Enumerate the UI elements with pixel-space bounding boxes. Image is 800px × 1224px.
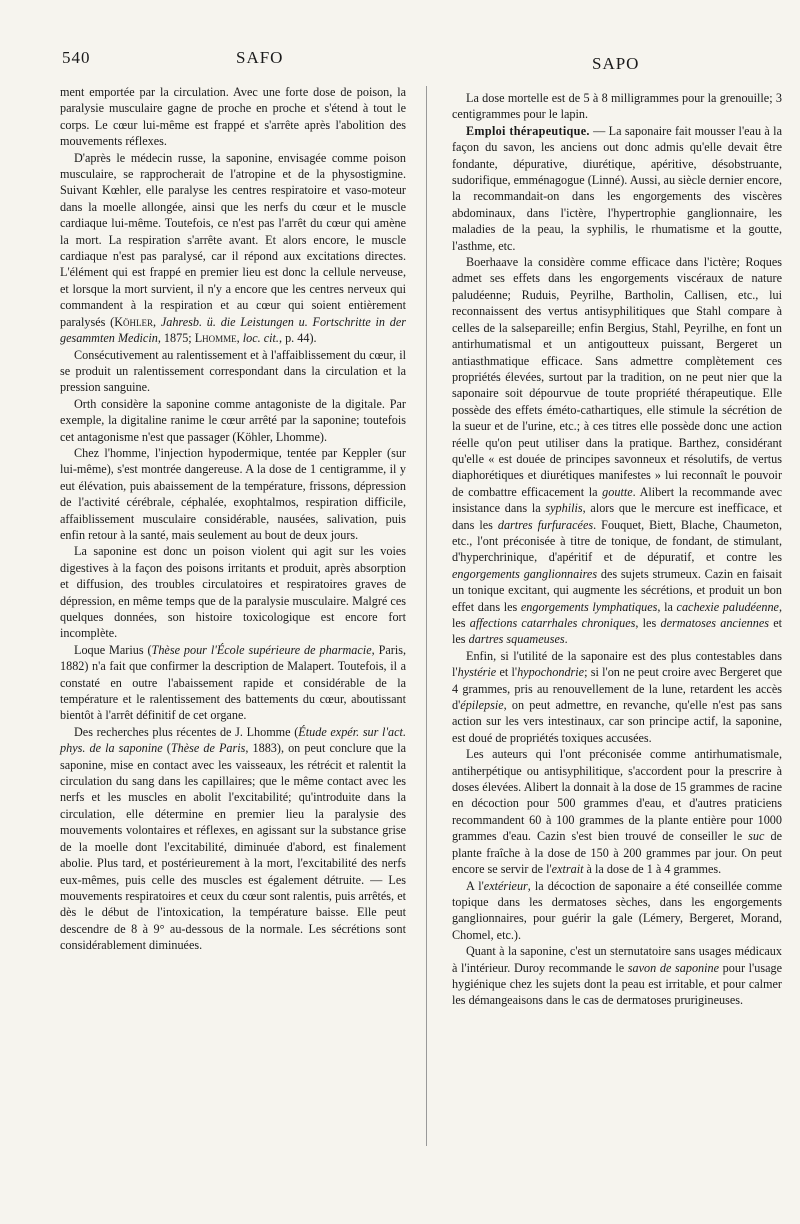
- paragraph: Boerhaave la considère comme efficace dans l'ictère; Roques admet ses effets dans les engorgements viscéraux de nature paludéenne; Ruduis, Peyrilhe, Bartholin, Callisen, etc., lui reconnaissent des vertus antisyphilitiques que Stahl compare à celles de la salsepareille; enfin Bergius, Stahl, Peyrilhe, en font un antirhumatismal et un antigoutteux puissant, Bergeret un antiasthmatique efficace. Sans admettre complètement ces propriétés élevées, surtout par la tradition, on ne peut nier que la saponaire soit dépourvue de toute propriété thérapeutique. Elle possède des effets éméto-cathartiques, elle stimule la sécrétion de la sueur et de l'urine, etc.; à ces titres elle possède donc une action réelle qu'on peut utiliser dans la pratique. Barthez, considérant qu'elle « est douée de principes savonneux et résolutifs, de vertus diaphorétiques et diurétiques manifestes » lui reconnaît le pouvoir de combattre efficacement la goutte. Alibert la recommande avec insistance dans la syphilis, alors que le mercure est inefficace, et dans les dartres furfuracées. Fouquet, Biett, Blache, Chaumeton, etc., l'ont préconisée à titre de tonique, de fondant, de stimulant, d'hyperchrinique, d'apéritif et de dépuratif, et contre les engorgements ganglionnaires des sujets strumeux. Cazin en faisait un tonique excitant, qui augmente les sécrétions, et produit un bon effet dans les engorgements lymphatiques, la cachexie paludéenne, les affections catarrhales chroniques, les dermatoses anciennes et les dartres squameuses.: [452, 255, 783, 647]
- left-column: [60, 84, 406, 1184]
- paragraph: A l'extérieur, la décoction de saponaire a été conseillée comme topique dans les dermatoses sèches, dans les engorgements ganglionnaires, pour guérir la gale (Lémery, Bergeret, Morand, Chomel, etc.).: [452, 878, 782, 942]
- right-running-title: SAPO: [592, 54, 640, 73]
- column-divider: [426, 86, 427, 1146]
- paragraph: Chez l'homme, l'injection hypodermique, tentée par Keppler (sur lui-même), s'est montrée dangereuse. A la dose de 1 centigramme, il y eut élévation, puis abaissement de la température, frissons, dépression de l'activité cérébrale, céphalée, exophtalmos, respiration difficile, affaiblissement musculaire considérable, nausées, salivation, puis enfin retour à la santé, mais seulement au bout de deux jours.: [60, 445, 406, 542]
- left-running-title: SAFO: [236, 48, 284, 67]
- section-heading: Emploi thérapeutique.: [466, 123, 590, 138]
- paragraph: Des recherches plus récentes de J. Lhomme (Étude expér. sur l'act. phys. de la saponine (Thèse de Paris, 1883), on peut conclure que la saponine, mise en contact avec les vaisseaux, les rétrécit et ralentit la circulation du sang dans les capillaires; que le même contact avec les nerfs et les muscles en abolit l'excitabilité; qu'introduite dans la circulation, elle détermine en premier lieu la paralysie des mouvements volontaires et réflexes, en agissant sur la substance grise de la moelle dont l'excitabilité, diminuée d'abord, est finalement abolie. Plus tard, et postérieurement à la mort, l'excitabilité des nerfs eux-mêmes, puis celle des muscles est également détruite. — Les mouvements respiratoires et ceux du cœur sont ralentis, puis arrêtés, et dès le début de l'intoxication, la température baisse. Elle peut descendre de 8 à 9° au-dessous de la normale. Les sécrétions sont considérablement diminuées.: [60, 724, 406, 953]
- paragraph: Consécutivement au ralentissement et à l'affaiblissement du cœur, il se produit un ralentissement correspondant dans la circulation et la pression sanguine.: [60, 347, 406, 395]
- paragraph: La saponine est donc un poison violent qui agit sur les voies digestives à la façon des poisons irritants et produit, après absorption et diffusion, des troubles circulatoires et respiratoires graves de dépression, en même temps que de la paralysie musculaire. Malgré ces quelques données, son histoire toxicologique est encore fort incomplète.: [60, 544, 406, 641]
- paragraph: Orth considère la saponine comme antagoniste de la digitale. Par exemple, la digitaline ranime le cœur arrêté par la saponine; toutefois cet antagonisme n'est que passager (Köhler, Lhomme).: [60, 396, 406, 444]
- paragraph: D'après le médecin russe, la saponine, envisagée comme poison musculaire, se rapprocherait de l'atropine et de la physostigmine. Suivant Kœhler, elle paralyse les centres respiratoire et vaso-moteur dans la moelle allongée, ainsi que les nerfs du cœur et le muscle cardiaque lui-même. Toutefois, ce n'est pas l'arrêt du cœur qui amène la mort. La respiration s'arrête avant. Et alors encore, le muscle cardiaque n'est pas paralysé, car il répond aux excitations directes. L'élément qui est frappé en premier lieu est donc la cellule nerveuse, et lorsque la mort survient, il n'y a encore que les centres nerveux qui commandent à la respiration et au cœur qui soient entièrement paralysés (Köhler, Jahresb. ü. die Leistungen u. Fortschritte in der gesammten Medicin, 1875; Lhomme, loc. cit., p. 44).: [60, 150, 407, 346]
- paragraph: Les auteurs qui l'ont préconisée comme antirhumatismale, antiherpétique ou antisyphilitique, s'accordent pour la prescrire à doses élevées. Alibert la donnait à la dose de 15 grammes de racine en décoction pour 500 grammes d'eau, et d'autres praticiens recommandent 60 à 100 grammes de la plante entière pour 1000 grammes d'eau. Cazin s'est bien trouvé de conseiller le suc de plante fraîche à la dose de 150 à 200 grammes par jour. On peut encore se servir de l'extrait à la dose de 1 à 4 grammes.: [452, 747, 782, 877]
- paragraph: Loque Marius (Thèse pour l'École supérieure de pharmacie, Paris, 1882) n'a fait que confirmer la description de Malapert. Toutefois, il a constaté en outre l'abaissement rapide et considérable de la température et le ralentissement des battements du cœur, aboutissant bientôt à l'arrêt définitif de cet organe.: [60, 642, 406, 723]
- paragraph: La dose mortelle est de 5 à 8 milligrammes pour la grenouille; 3 centigrammes pour le lapin.: [452, 91, 782, 122]
- paragraph: Enfin, si l'utilité de la saponaire est des plus contestables dans l'hystérie et l'hypochondrie; si l'on ne peut croire avec Bergeret que 4 grammes, pris au renouvellement de la lune, retardent les accès d'épilepsie, on peut admettre, en revanche, qu'elle n'est pas sans action sur les vers intestinaux, car son principe actif, la saponine, est doué de propriétés toxiques accusées.: [452, 648, 782, 745]
- right-column: [452, 90, 782, 1190]
- paragraph: Emploi thérapeutique. — La saponaire fait mousser l'eau à la façon du savon, les anciens out donc admis qu'elle devait être fondante, dépurative, diurétique, apéritive, désobstruante, sudorifique, emménagogue (Linné). Aussi, au siècle dernier encore, la recommandait-on dans les engorgements des viscères abdominaux, dans l'ictère, l'hypertrophie ganglionnaire, les maladies de la peau, la syphilis, le rhumatisme et la goutte, l'asthme, etc.: [452, 123, 782, 253]
- paragraph: Quant à la saponine, c'est un sternutatoire sans usages médicaux à l'intérieur. Duroy recommande le savon de saponine pour l'usage hygiénique chez les sujets dont la peau est irritable, et pour calmer les démangeaisons dans le cas de dermatoses prurigineuses.: [452, 944, 783, 1008]
- paragraph: ment emportée par la circulation. Avec une forte dose de poison, la paralysie musculaire gagne de proche en proche et s'étend à tout le corps. Le cœur lui-même est frappé et s'arrête après l'abolition des mouvements réflexes.: [60, 85, 406, 149]
- page-number: 540: [62, 48, 91, 67]
- running-header: [0, 48, 800, 78]
